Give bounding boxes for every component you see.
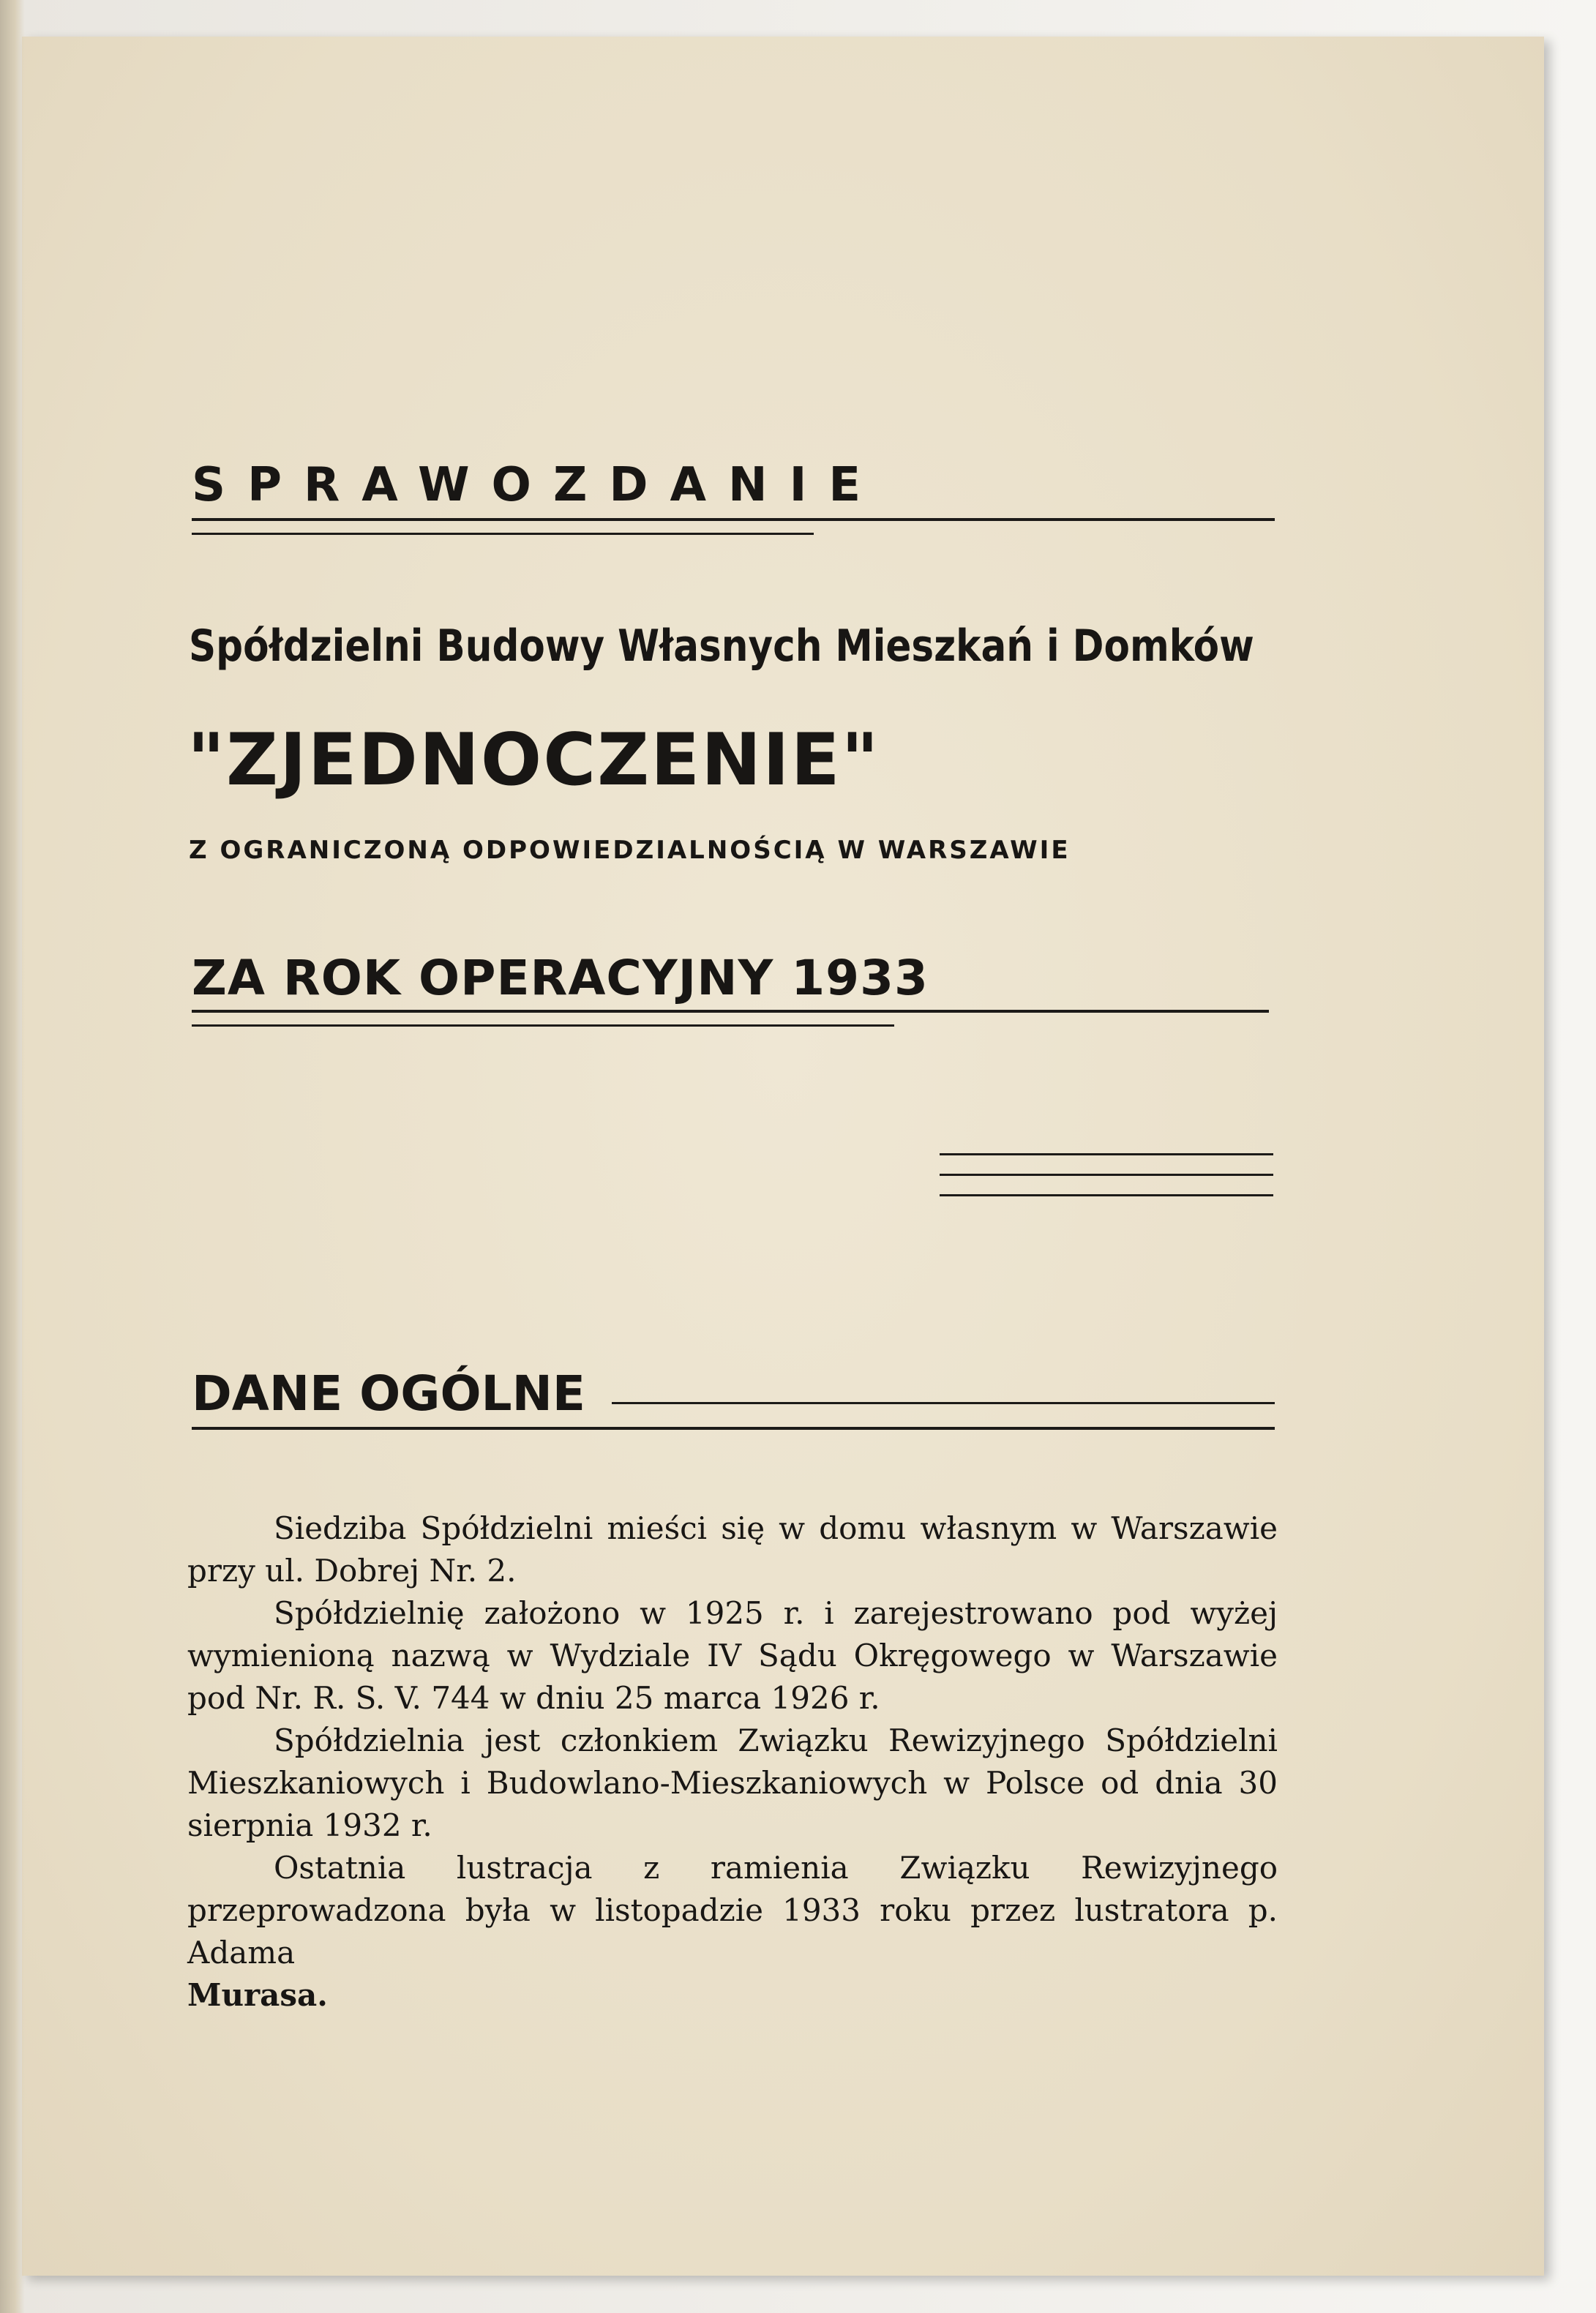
title-rule-bottom bbox=[192, 533, 814, 535]
previous-page-edge bbox=[0, 0, 25, 2313]
ornament-rule-3 bbox=[940, 1194, 1273, 1196]
document-title: SPRAWOZDANIE bbox=[192, 458, 883, 512]
legal-form-line: Z OGRANICZONĄ ODPOWIEDZIALNOŚCIĄ W WARSZAWIE bbox=[189, 836, 1071, 865]
organization-name: "ZJEDNOCZENIE" bbox=[187, 719, 880, 802]
organization-line: Spółdzielni Budowy Własnych Mieszkań i Domków bbox=[189, 621, 1254, 672]
ornament-rule-2 bbox=[940, 1174, 1273, 1176]
paragraph-seat: Siedziba Spółdzielni mieści się w domu własnym w Warszawie przy ul. Dobrej Nr. 2. bbox=[187, 1510, 1278, 1589]
paragraph-registration: Spółdzielnię założono w 1925 r. i zarejestrowano pod wyżej wymienioną nazwą w Wydziale IV Sądu Okręgowego w Warszawie pod Nr. R. S. V. 744 w dniu 25 marca 1926 r. bbox=[187, 1595, 1278, 1716]
paragraph-inspection: Ostatnia lustracja z ramienia Związku Rewizyjnego przeprowadzona była w listopadzie 1933 roku przez lustratora p. Adama bbox=[187, 1850, 1278, 1971]
period-rule-bottom bbox=[192, 1024, 894, 1027]
section-rule-top bbox=[612, 1402, 1275, 1404]
period-rule-top bbox=[192, 1010, 1269, 1013]
ornament-rule-1 bbox=[940, 1153, 1273, 1155]
inspector-surname: Murasa. bbox=[187, 1977, 328, 2013]
reporting-period: ZA ROK OPERACYJNY 1933 bbox=[192, 950, 929, 1006]
section-rule-bottom bbox=[192, 1427, 1275, 1430]
section-title: DANE OGÓLNE bbox=[192, 1365, 585, 1422]
paragraph-membership: Spółdzielnia jest członkiem Związku Rewizyjnego Spółdzielni Mieszkaniowych i Budowlano-Mieszkaniowych w Polsce od dnia 30 sierpnia 1932 r. bbox=[187, 1722, 1278, 1843]
title-rule-top bbox=[192, 518, 1275, 521]
section-body bbox=[187, 1507, 1278, 2017]
